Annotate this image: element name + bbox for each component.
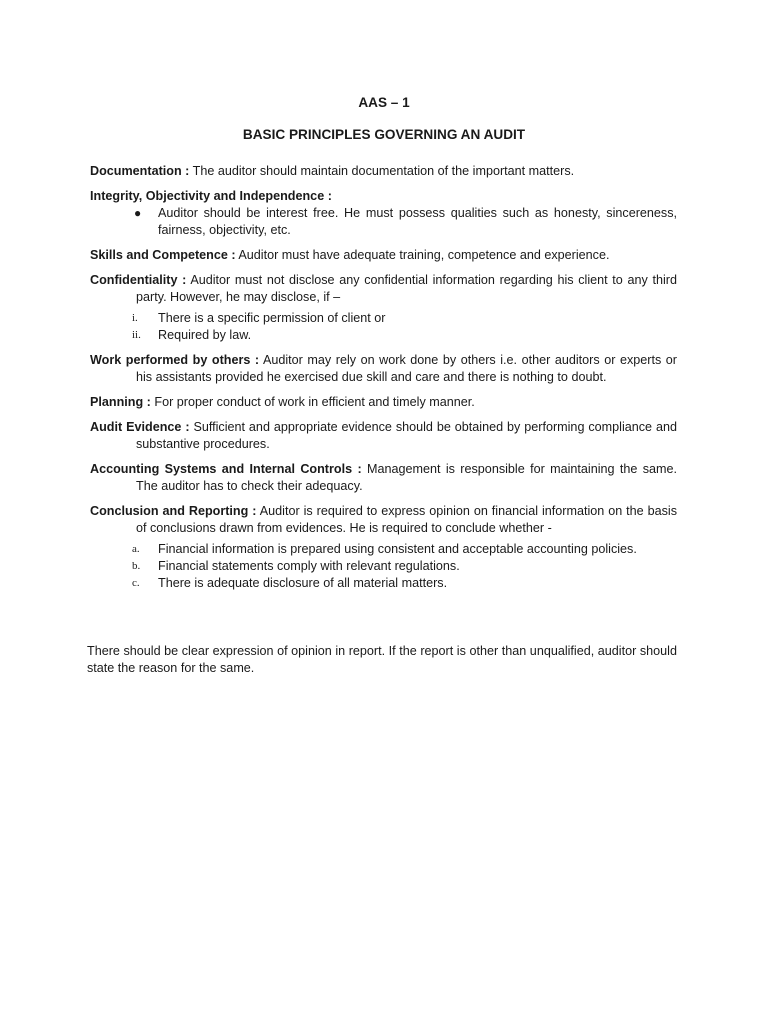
principle-work-by-others <box>90 352 677 386</box>
document-title: AAS – 1 <box>358 95 410 110</box>
principle-text: Auditor must not disclose any confidential information regarding his client to any third party. However, he may disclose, if – <box>136 273 677 304</box>
principle-heading: Audit Evidence : <box>90 420 190 434</box>
list-item <box>132 558 677 575</box>
principle-confidentiality <box>90 272 677 306</box>
list-item <box>134 205 677 239</box>
principle-text: For proper conduct of work in efficient and timely manner. <box>154 395 475 409</box>
principle-audit-evidence <box>90 419 677 453</box>
principle-accounting-systems <box>90 461 677 495</box>
list-marker: i. <box>132 312 138 324</box>
conclusion-list <box>90 541 677 592</box>
principles-list <box>90 163 677 592</box>
principle-text: Sufficient and appropriate evidence should be obtained by performing compliance and substantive procedures. <box>136 420 677 451</box>
list-marker: a. <box>132 543 140 555</box>
principle-documentation <box>90 163 677 180</box>
list-item <box>132 310 677 327</box>
principle-heading: Documentation : <box>90 164 190 178</box>
integrity-bullet-list <box>90 205 677 239</box>
principle-conclusion <box>90 503 677 537</box>
list-item-text: There is a specific permission of client or <box>158 311 386 325</box>
list-marker: ii. <box>132 329 141 341</box>
list-item-text: Required by law. <box>158 328 252 342</box>
list-item <box>132 327 677 344</box>
list-item-text: There is adequate disclosure of all material matters. <box>158 576 448 590</box>
principle-heading: Planning : <box>90 395 151 409</box>
principle-heading: Integrity, Objectivity and Independence : <box>90 189 332 203</box>
principle-heading: Confidentiality : <box>90 273 187 287</box>
principle-text: Auditor must have adequate training, competence and experience. <box>238 248 610 262</box>
list-marker: c. <box>132 577 140 589</box>
principle-text: Auditor is required to express opinion on financial information on the basis of conclusions drawn from evidences. He is required to conclude whether - <box>136 504 678 535</box>
principle-heading: Skills and Competence : <box>90 248 236 262</box>
confidentiality-list <box>90 310 677 344</box>
list-item-text: Auditor should be interest free. He must possess qualities such as honesty, sincereness, fairness, objectivity, etc. <box>158 206 677 237</box>
principle-heading: Conclusion and Reporting : <box>90 504 257 518</box>
bullet-icon: ● <box>134 206 142 220</box>
principle-heading: Accounting Systems and Internal Controls : <box>90 462 362 476</box>
closing-paragraph: There should be clear expression of opinion in report. If the report is other than unqualified, auditor should state the reason for the same. <box>87 644 677 675</box>
list-item-text: Financial information is prepared using consistent and acceptable accounting policies. <box>158 542 637 556</box>
list-marker: b. <box>132 560 141 572</box>
document-subtitle: BASIC PRINCIPLES GOVERNING AN AUDIT <box>242 127 526 142</box>
principle-heading: Work performed by others : <box>90 353 260 367</box>
principle-text: Management is responsible for maintaining the same. The auditor has to check their adequacy. <box>136 462 678 493</box>
list-item-text: Financial statements comply with relevant regulations. <box>158 559 460 573</box>
principle-text: Auditor may rely on work done by others i.e. other auditors or experts or his assistants provided he exercised due skill and care and there is nothing to doubt. <box>136 353 677 384</box>
list-item <box>132 575 677 592</box>
principle-integrity <box>90 188 677 205</box>
list-item <box>132 541 677 558</box>
principle-planning <box>90 394 677 411</box>
principle-skills <box>90 247 677 264</box>
principle-text: The auditor should maintain documentation of the important matters. <box>192 164 575 178</box>
